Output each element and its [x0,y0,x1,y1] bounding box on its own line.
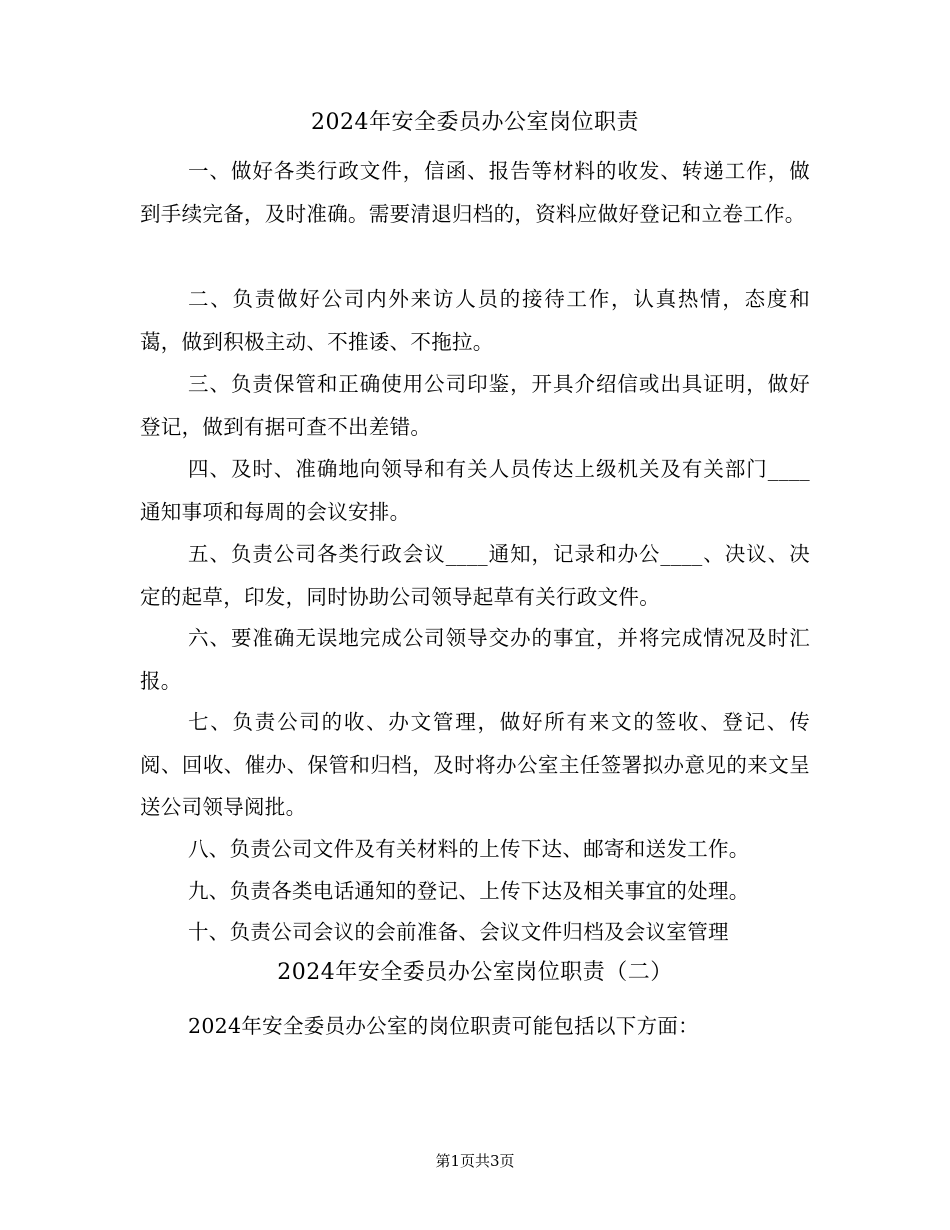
paragraph-8: 八、负责公司文件及有关材料的上传下达、邮寄和送发工作。 [188,837,750,861]
paragraph-4: 四、及时、准确地向领导和有关人员传达上级机关及有关部门____通知事项和每周的会议安排。 [140,457,810,524]
document-title: 2024年安全委员办公室岗位职责 [311,110,639,135]
paragraph-5: 五、负责公司各类行政会议____通知，记录和办公____、决议、决定的起草，印发，同时协助公司领导起草有关行政文件。 [140,542,810,609]
paragraph-2: 二、负责做好公司内外来访人员的接待工作，认真热情，态度和蔼，做到积极主动、不推诿、不拖拉。 [140,287,810,354]
section2-title: 2024年安全委员办公室岗位职责（二） [277,960,673,985]
paragraph-10: 十、负责公司会议的会前准备、会议文件归档及会议室管理 [188,920,729,944]
paragraph-1: 一、做好各类行政文件，信函、报告等材料的收发、转递工作，做到手续完备，及时准确。需要清退归档的，资料应做好登记和立卷工作。 [140,159,810,226]
paragraph-6: 六、要准确无误地完成公司领导交办的事宜，并将完成情况及时汇报。 [140,626,810,693]
paragraph-3: 三、负责保管和正确使用公司印鉴，开具介绍信或出具证明，做好登记，做到有据可查不出差错。 [140,372,810,439]
paragraph-9: 九、负责各类电话通知的登记、上传下达及相关事宜的处理。 [188,879,750,903]
paragraph-7: 七、负责公司的收、办文管理，做好所有来文的签收、登记、传阅、回收、催办、保管和归档，及时将办公室主任签署拟办意见的来文呈送公司领导阅批。 [140,710,810,819]
section2-intro: 2024年安全委员办公室的岗位职责可能包括以下方面： [188,1014,699,1038]
page-footer: 第1页共3页 [435,1152,515,1170]
